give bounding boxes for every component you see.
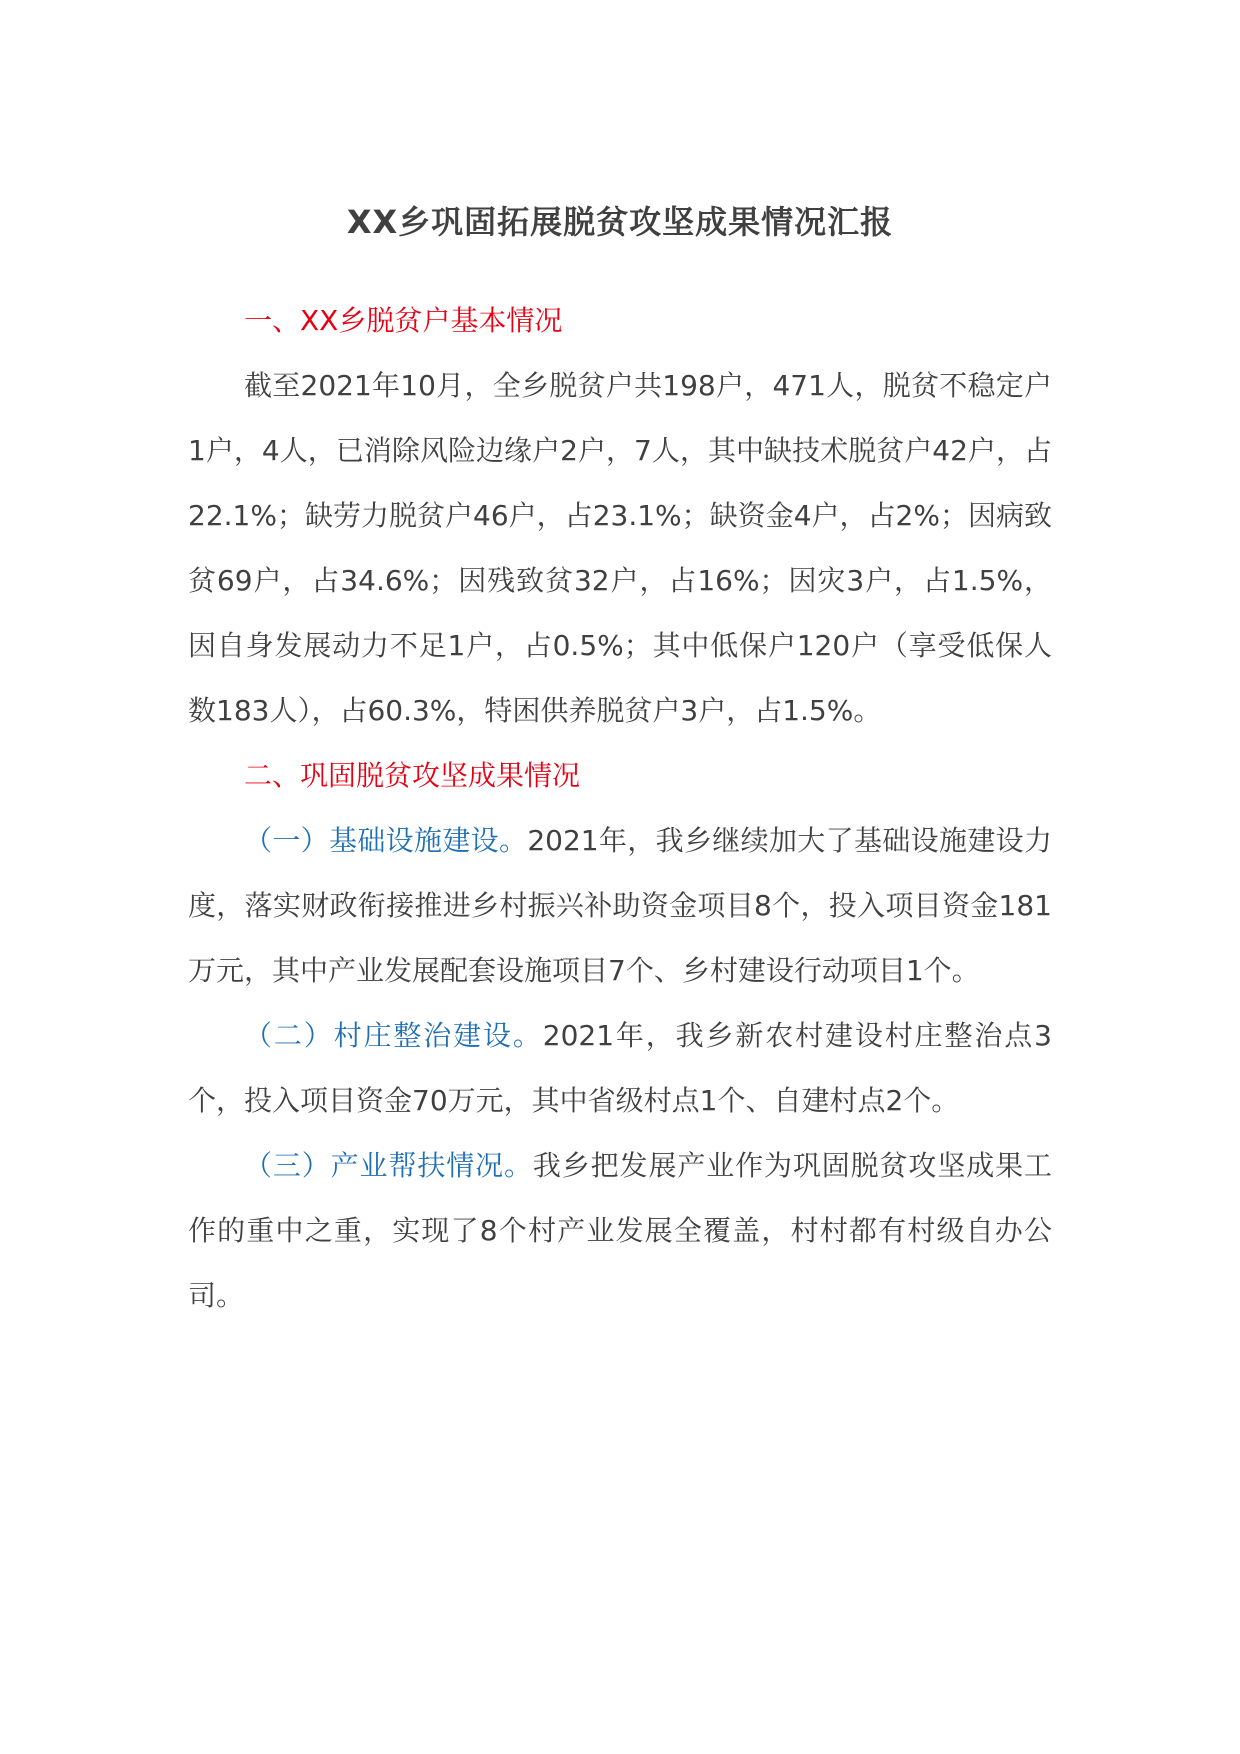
- section-1-paragraph: 截至2021年10月，全乡脱贫户共198户，471人，脱贫不稳定户1户，4人，已消除风险边缘户2户，7人，其中缺技术脱贫户42户，占22.1%；缺劳力脱贫户46户，占23.1%；缺资金4户，占2%；因病致贫69户，占34.6%；因残致贫32户，占16%；因灾3户，占1.5%，因自身发展动力不足1户，占0.5%；其中低保户120户（享受低保人数183人），占60.3%，特困供养脱贫户3户，占1.5%。: [188, 369, 1052, 727]
- item-3-text: 我乡把发展产业作为巩固脱贫攻坚成果工作的重中之重，实现了8个村产业发展全覆盖，村村都有村级自办公司。: [188, 1149, 1052, 1312]
- section-1-heading: 一、XX乡脱贫户基本情况: [244, 304, 563, 337]
- item-1-label: （一）基础设施建设。: [244, 824, 528, 857]
- section-2-item-2: [188, 1003, 1052, 1133]
- document-page: [188, 200, 1052, 1328]
- item-2-text: 2021年，我乡新农村建设村庄整治点3个，投入项目资金70万元，其中省级村点1个、自建村点2个。: [188, 1019, 1052, 1117]
- section-2-item-3: [188, 1133, 1052, 1328]
- section-2-heading: 二、巩固脱贫攻坚成果情况: [244, 759, 581, 792]
- item-3-label: （三）产业帮扶情况。: [244, 1149, 533, 1182]
- item-2-label: （二）村庄整治建设。: [244, 1019, 543, 1052]
- item-1-text: 2021年，我乡继续加大了基础设施建设力度，落实财政衔接推进乡村振兴补助资金项目8个，投入项目资金181万元，其中产业发展配套设施项目7个、乡村建设行动项目1个。: [188, 824, 1052, 987]
- document-title: XX乡巩固拓展脱贫攻坚成果情况汇报: [346, 203, 894, 241]
- section-2-item-1: [188, 808, 1052, 1003]
